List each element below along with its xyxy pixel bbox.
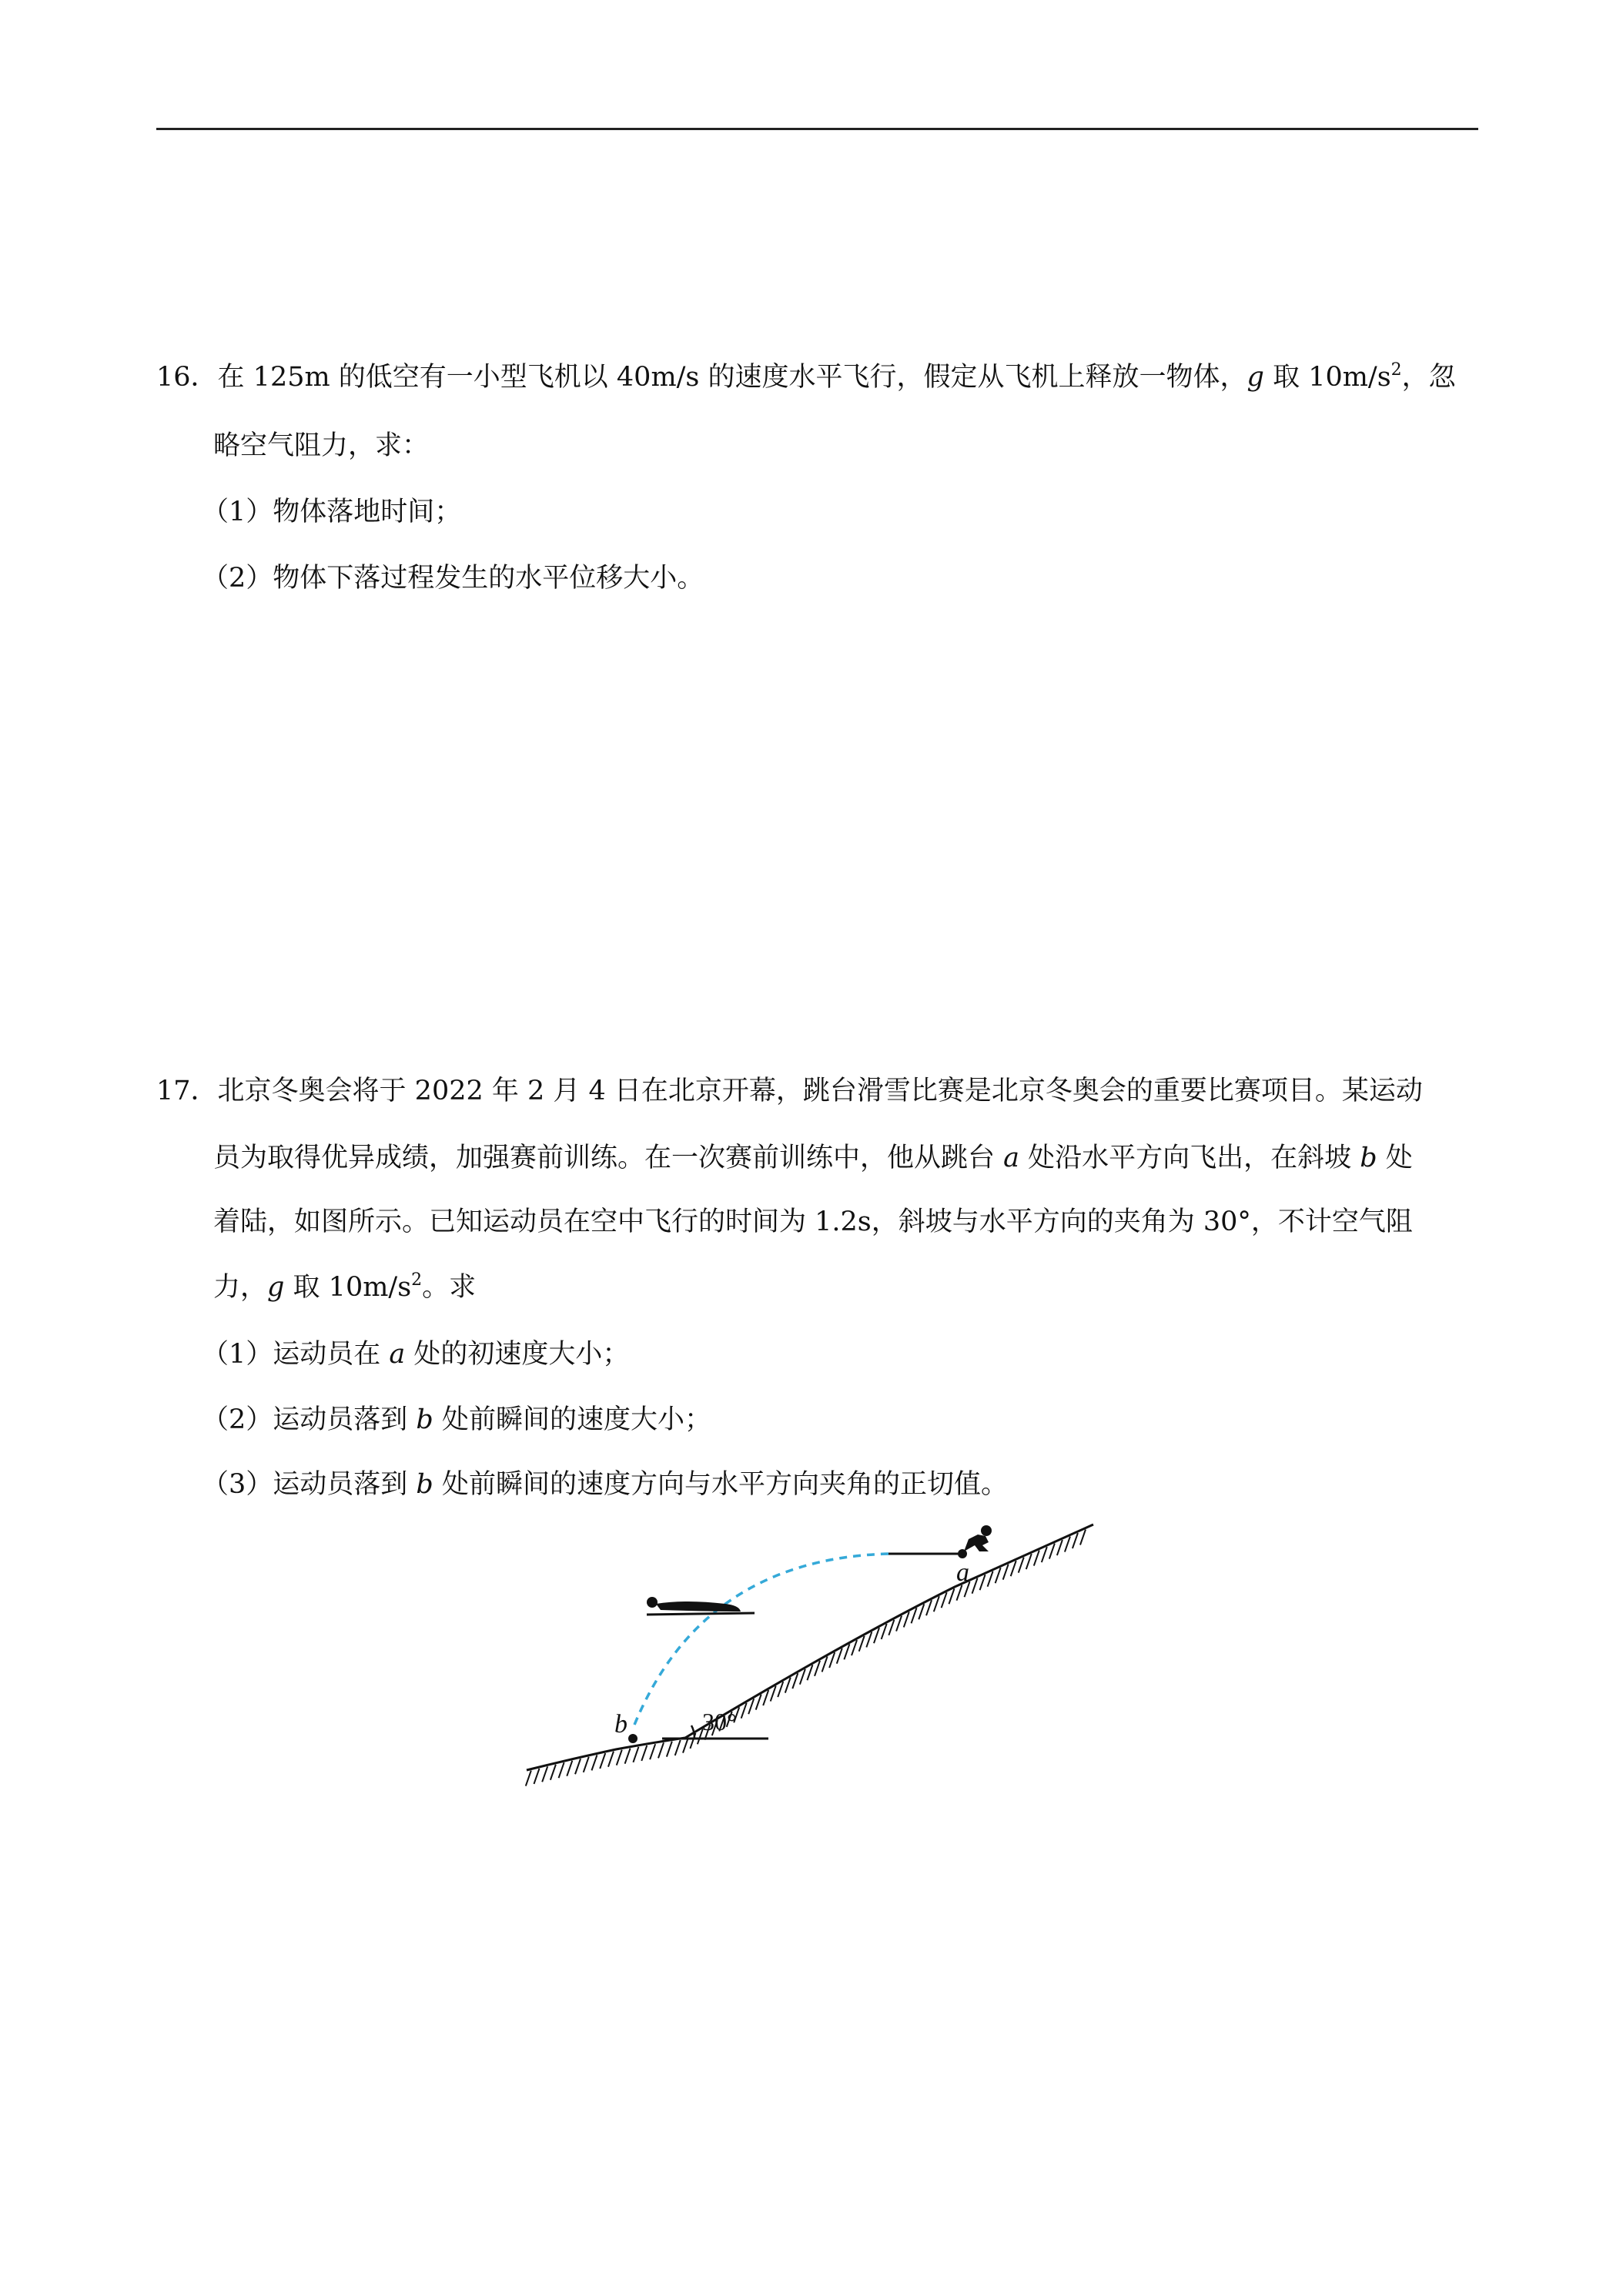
q17-text-4c: 。求 <box>422 1272 477 1303</box>
q16-text-1b: 取 10m/s <box>1263 362 1391 393</box>
hatch-mark <box>534 1769 540 1784</box>
hatch-mark <box>896 1616 902 1632</box>
hatch-mark <box>882 1624 887 1639</box>
q17-part-2 <box>202 1403 711 1437</box>
label-b: b <box>614 1710 627 1739</box>
q17-line-4 <box>213 1270 476 1304</box>
hatch-mark <box>591 1755 597 1770</box>
hatch-mark <box>1011 1561 1016 1576</box>
q17-part-1 <box>202 1337 629 1371</box>
hatch-mark <box>584 1757 589 1772</box>
q17-p2-text-a: （2）运动员落到 <box>202 1404 417 1435</box>
q17-a-symbol: a <box>1003 1143 1020 1173</box>
hatch-mark <box>956 1585 962 1601</box>
q17-b-symbol: b <box>1360 1143 1377 1173</box>
hatch-mark <box>1057 1540 1062 1555</box>
hatch-mark <box>996 1568 1001 1583</box>
q17-p1-a-symbol: a <box>389 1339 406 1370</box>
hatch-mark <box>633 1747 638 1762</box>
hatch-mark <box>1034 1551 1039 1566</box>
slope-line <box>527 1525 1093 1770</box>
hatch-mark <box>866 1632 872 1647</box>
q17-text-4b: 取 10m/s <box>284 1272 412 1303</box>
hatch-mark <box>912 1608 917 1623</box>
q17-p1-text-b: 处的初速度大小； <box>405 1339 630 1370</box>
q16-text-1c: ，忽 <box>1401 362 1456 393</box>
hatch-mark <box>600 1753 605 1769</box>
hatch-mark <box>608 1752 614 1767</box>
angle-label: 30° <box>702 1708 737 1735</box>
ground-hatching <box>526 1530 1086 1786</box>
q16-part-2: （2）物体下落过程发生的水平位移大小。 <box>202 563 704 594</box>
hatch-mark <box>888 1620 894 1635</box>
hatch-mark <box>575 1759 581 1774</box>
flying-skier-icon <box>647 1597 755 1615</box>
q16-number: 16． <box>156 362 218 393</box>
q17-text-2c: 处 <box>1377 1143 1413 1173</box>
q17-p3-text-b: 处前瞬间的速度方向与水平方向夹角的正切值。 <box>433 1469 1008 1500</box>
hatch-mark <box>1026 1554 1032 1569</box>
angle-arc <box>691 1725 694 1739</box>
q17-part-3 <box>202 1468 1008 1501</box>
hatch-mark <box>567 1761 572 1776</box>
hatch-mark <box>1080 1530 1086 1545</box>
q16-g-symbol: g <box>1247 362 1264 393</box>
point-b <box>628 1734 637 1743</box>
hatch-mark <box>1042 1547 1047 1562</box>
q17-line-2 <box>213 1141 1413 1175</box>
header-rule <box>156 128 1478 130</box>
q17-text-2a: 员为取得优异成绩，加强赛前训练。在一次赛前训练中，他从跳台 <box>213 1143 1004 1173</box>
hatch-mark <box>1019 1558 1024 1573</box>
q17-g-symbol: g <box>267 1272 285 1303</box>
hatch-mark <box>926 1600 932 1615</box>
hatch-mark <box>934 1596 939 1612</box>
hatch-mark <box>550 1765 556 1780</box>
hatch-mark <box>667 1742 672 1757</box>
q16-line-2: 略空气阻力，求： <box>213 430 430 461</box>
q17-p2-text-b: 处前瞬间的速度大小； <box>433 1404 711 1435</box>
q17-line-1 <box>156 1074 1423 1108</box>
hatch-mark <box>980 1575 986 1590</box>
hatch-mark <box>1073 1533 1078 1548</box>
q17-line-3: 着陆，如图所示。已知运动员在空中飞行的时间为 1.2s，斜坡与水平方向的夹角为 30°，不计空气阻 <box>213 1207 1413 1237</box>
hatch-mark <box>617 1750 622 1766</box>
q17-text-4a: 力， <box>213 1272 268 1303</box>
q16-superscript: 2 <box>1390 360 1402 380</box>
hatch-mark <box>874 1628 879 1643</box>
hatch-mark <box>625 1749 631 1764</box>
hatch-mark <box>559 1762 564 1778</box>
q17-p3-text-a: （3）运动员落到 <box>202 1469 417 1500</box>
q17-superscript: 2 <box>411 1270 423 1290</box>
hatch-mark <box>859 1636 865 1652</box>
hatch-mark <box>972 1578 978 1594</box>
hatch-mark <box>1065 1537 1070 1552</box>
q17-p1-text-a: （1）运动员在 <box>202 1339 390 1370</box>
hatch-mark <box>852 1640 857 1655</box>
hatch-mark <box>658 1742 664 1758</box>
label-a: a <box>956 1558 969 1587</box>
hatch-mark <box>542 1766 547 1782</box>
skier-at-a-icon <box>964 1525 992 1551</box>
point-a <box>958 1549 967 1558</box>
hatch-mark <box>641 1745 647 1761</box>
q17-p3-b-symbol: b <box>416 1469 433 1500</box>
hatch-mark <box>942 1592 947 1608</box>
hatch-mark <box>526 1771 531 1786</box>
ski-jump-figure <box>524 1498 1109 1813</box>
hatch-mark <box>675 1740 681 1755</box>
q17-text-1: 北京冬奥会将于 2022 年 2 月 4 日在北京开幕，跳台滑雪比赛是北京冬奥会的重要比赛项目。某运动 <box>217 1076 1423 1106</box>
hatch-mark <box>683 1738 688 1753</box>
q16-part-1: （1）物体落地时间； <box>202 497 462 527</box>
q16-line-1 <box>156 360 1456 394</box>
hatch-mark <box>919 1604 924 1619</box>
q16-text-1a: 在 125m 的低空有一小型飞机以 40m/s 的速度水平飞行，假定从飞机上释放一物体， <box>217 362 1247 393</box>
hatch-mark <box>1003 1565 1009 1580</box>
q17-number: 17． <box>156 1076 218 1106</box>
q17-text-2b: 处沿水平方向飞出，在斜坡 <box>1019 1143 1360 1173</box>
hatch-mark <box>949 1588 954 1604</box>
hatch-mark <box>988 1571 993 1587</box>
hatch-mark <box>650 1744 655 1759</box>
q17-p2-b-symbol: b <box>416 1404 433 1435</box>
hatch-mark <box>1049 1544 1055 1559</box>
hatch-mark <box>904 1612 909 1627</box>
